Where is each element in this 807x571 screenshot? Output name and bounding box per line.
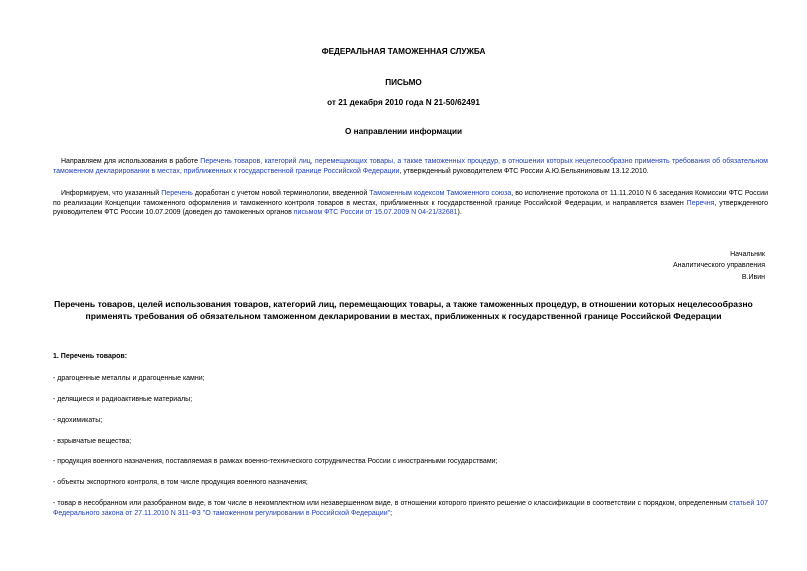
paragraph-1: [53, 157, 768, 176]
list-item: - продукция военного назначения, поставляемая в рамках военно-технического сотрудничества России с иностранными государствами;: [53, 458, 498, 465]
document-date-number: от 21 декабря 2010 года N 21-50/62491: [327, 98, 480, 107]
federal-law-link[interactable]: статьей 107 Федерального закона от 27.11.2010 N 311-ФЗ "О таможенном регулировании в Российской Федерации": [53, 500, 768, 517]
section-1-heading: 1. Перечень товаров:: [53, 353, 128, 360]
list-item: - взрывчатые вещества;: [53, 438, 132, 445]
paragraph-2-text-4: , утвержденного руководителем ФТС России 10.07.2009 (доведен до таможенных органов: [53, 199, 768, 217]
fts-letter-link[interactable]: письмом ФТС России от 15.07.2009 N 04-21/32681: [293, 209, 458, 217]
list-item-last: [53, 499, 768, 518]
customs-code-link[interactable]: Таможенным кодексом Таможенного союза: [369, 190, 512, 197]
paragraph-1-text-before: Направляем для использования в работе: [61, 158, 201, 165]
list-item: - драгоценные металлы и драгоценные камни;: [53, 375, 205, 382]
signature-position: Начальник: [730, 251, 765, 258]
last-item-text-before: - товар в несобранном или разобранном виде, в том числе в некомплектном или незавершенном виде, в отношении которого принято решение о классификации в соответствии с порядком, определенным: [53, 500, 730, 507]
paragraph-2-text-1: Информируем, что указанный: [61, 190, 162, 197]
signature-name: В.Ивин: [741, 273, 765, 281]
paragraph-1-text-after: , утвержденный руководителем ФТС России А.Ю.Бельяниновым 13.12.2010.: [399, 167, 649, 175]
list-item: - объекты экспортного контроля, в том числе продукция военного назначения;: [53, 479, 308, 486]
previous-list-link[interactable]: Перечня: [686, 199, 715, 207]
list-link-short[interactable]: Перечень: [161, 190, 193, 197]
document-type: ПИСЬМО: [385, 78, 422, 87]
list-title: Перечень товаров, целей использования товаров, категорий лиц, перемещающих товары, а также таможенных процедур, в отношении которых нецелесообразно применять требования об обязательном таможенном декларировании в местах, приближенных к государственной границе Российской Федерации: [54, 299, 753, 321]
list-item: - делящиеся и радиоактивные материалы;: [53, 396, 193, 403]
document-subject: О направлении информации: [344, 127, 463, 136]
paragraph-2: [53, 189, 768, 218]
list-link[interactable]: Перечень товаров, категорий лиц, перемещающих товары, а также таможенных процедур, в отношении которых нецелесообразно применять требования об обязательном таможенном декларировании в местах, приближенных к государственной границе Российской Федерации: [53, 158, 768, 175]
signature-block: [673, 250, 765, 284]
paragraph-2-text-5: ).: [457, 209, 462, 217]
paragraph-2-text-3: , во исполнение протокола от 11.11.2010 N 6 заседания Комиссии ФТС России по реализации Концепции таможенного оформления и таможенного контроля товаров в местах, приближенных к государственной границе Российской Федерации, и направляется взамен: [53, 190, 768, 207]
agency-title: ФЕДЕРАЛЬНАЯ ТАМОЖЕННАЯ СЛУЖБА: [321, 47, 486, 56]
paragraph-2-text-2: доработан с учетом новой терминологии, введенной: [192, 190, 370, 197]
last-item-text-after: ;: [390, 509, 393, 517]
list-item: - ядохимикаты;: [53, 417, 103, 424]
signature-department: Аналитического управления: [672, 262, 765, 270]
